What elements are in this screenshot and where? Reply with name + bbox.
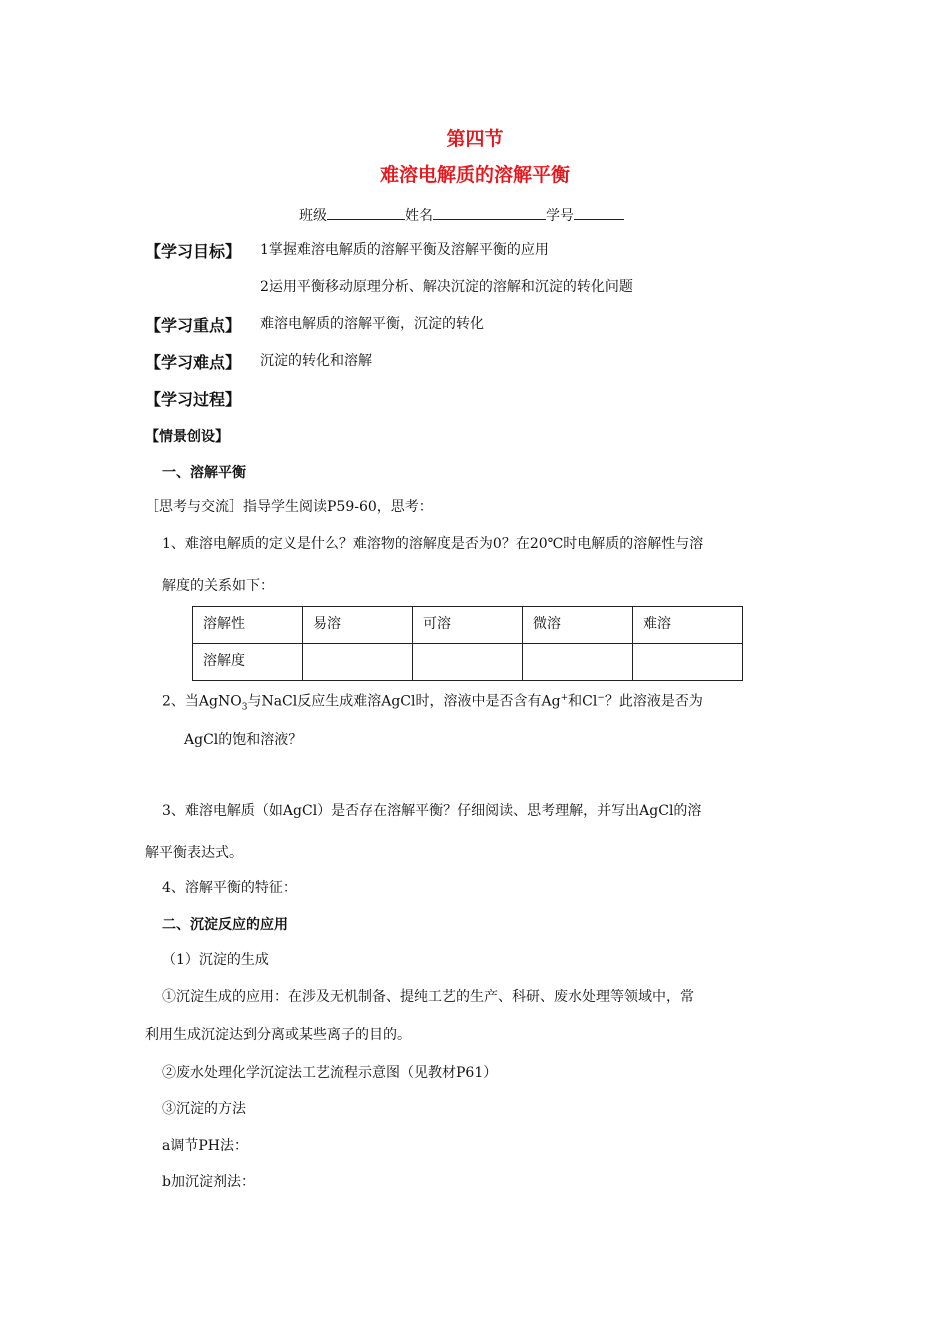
goal-item-1: 1掌握难溶电解质的溶解平衡及溶解平衡的应用 <box>260 242 549 258</box>
table-cell: 难溶 <box>633 607 743 644</box>
application-line2: 利用生成沉淀达到分离或某些离子的目的。 <box>145 1027 411 1043</box>
q2-subscript: 3 <box>241 702 248 713</box>
solubility-table <box>192 606 743 681</box>
id-label: 学号 <box>546 208 574 224</box>
q2-text-b: 与NaCl反应生成难溶AgCl时，溶液中是否含有Ag <box>247 693 561 710</box>
table-cell: 溶解度 <box>193 644 303 681</box>
table-row <box>193 644 743 681</box>
precipitation-methods: ③沉淀的方法 <box>162 1101 246 1117</box>
question-4: 4、溶解平衡的特征： <box>162 880 297 896</box>
question-3-line1: 3、难溶电解质（如AgCl）是否存在溶解平衡？仔细阅读、思考理解，并写出AgCl的溶 <box>162 803 702 819</box>
goal-item-2: 2运用平衡移动原理分析、解决沉淀的溶解和沉淀的转化问题 <box>260 279 633 295</box>
q2-sup-plus: + <box>560 693 569 703</box>
id-blank[interactable] <box>574 205 624 220</box>
q2-text-a: 2、当AgNO <box>162 693 242 710</box>
table-cell[interactable] <box>523 644 633 681</box>
flow-diagram-ref: ②废水处理化学沉淀法工艺流程示意图（见教材P61） <box>162 1065 498 1081</box>
think-exchange: ［思考与交流］指导学生阅读P59-60，思考： <box>145 499 433 515</box>
q2-sup-minus: − <box>597 693 605 703</box>
table-cell: 溶解性 <box>193 607 303 644</box>
table-cell: 易溶 <box>303 607 413 644</box>
question-2-line2: AgCl的饱和溶液？ <box>184 732 303 748</box>
application-line1: ①沉淀生成的应用：在涉及无机制备、提纯工艺的生产、科研、废水处理等领域中，常 <box>162 989 694 1005</box>
q2-text-d: ？此溶液是否为 <box>604 693 703 710</box>
part1-heading: 一、溶解平衡 <box>162 465 246 481</box>
difficulties-label: 【学习难点】 <box>145 353 242 372</box>
part2-heading: 二、沉淀反应的应用 <box>162 917 288 933</box>
name-label: 姓名 <box>405 208 433 224</box>
class-blank[interactable] <box>327 205 405 220</box>
class-label: 班级 <box>299 208 327 224</box>
precipitation-formation: （1）沉淀的生成 <box>162 952 269 968</box>
scenario-label: 【情景创设】 <box>145 429 229 445</box>
question-1-line1: 1、难溶电解质的定义是什么？难溶物的溶解度是否为0？在20℃时电解质的溶解性与溶 <box>162 536 704 552</box>
table-row <box>193 607 743 644</box>
process-label: 【学习过程】 <box>145 390 242 409</box>
table-cell[interactable] <box>633 644 743 681</box>
question-2-line1 <box>162 689 703 716</box>
method-b: b加沉淀剂法： <box>162 1174 255 1190</box>
table-cell: 微溶 <box>523 607 633 644</box>
section-title: 第四节 <box>446 128 504 150</box>
method-a: a调节PH法： <box>162 1138 248 1154</box>
table-cell: 可溶 <box>413 607 523 644</box>
name-blank[interactable] <box>433 205 546 220</box>
question-3-line2: 解平衡表达式。 <box>145 845 243 861</box>
key-points-text: 难溶电解质的溶解平衡，沉淀的转化 <box>260 316 484 332</box>
student-info <box>299 205 624 225</box>
key-points-label: 【学习重点】 <box>145 316 242 335</box>
table-cell[interactable] <box>413 644 523 681</box>
table-cell[interactable] <box>303 644 413 681</box>
q2-text-c: 和Cl <box>568 693 598 710</box>
page-title: 难溶电解质的溶解平衡 <box>379 164 570 186</box>
goals-label: 【学习目标】 <box>145 242 242 261</box>
question-1-line2: 解度的关系如下： <box>162 578 274 594</box>
difficulties-text: 沉淀的转化和溶解 <box>260 353 372 369</box>
